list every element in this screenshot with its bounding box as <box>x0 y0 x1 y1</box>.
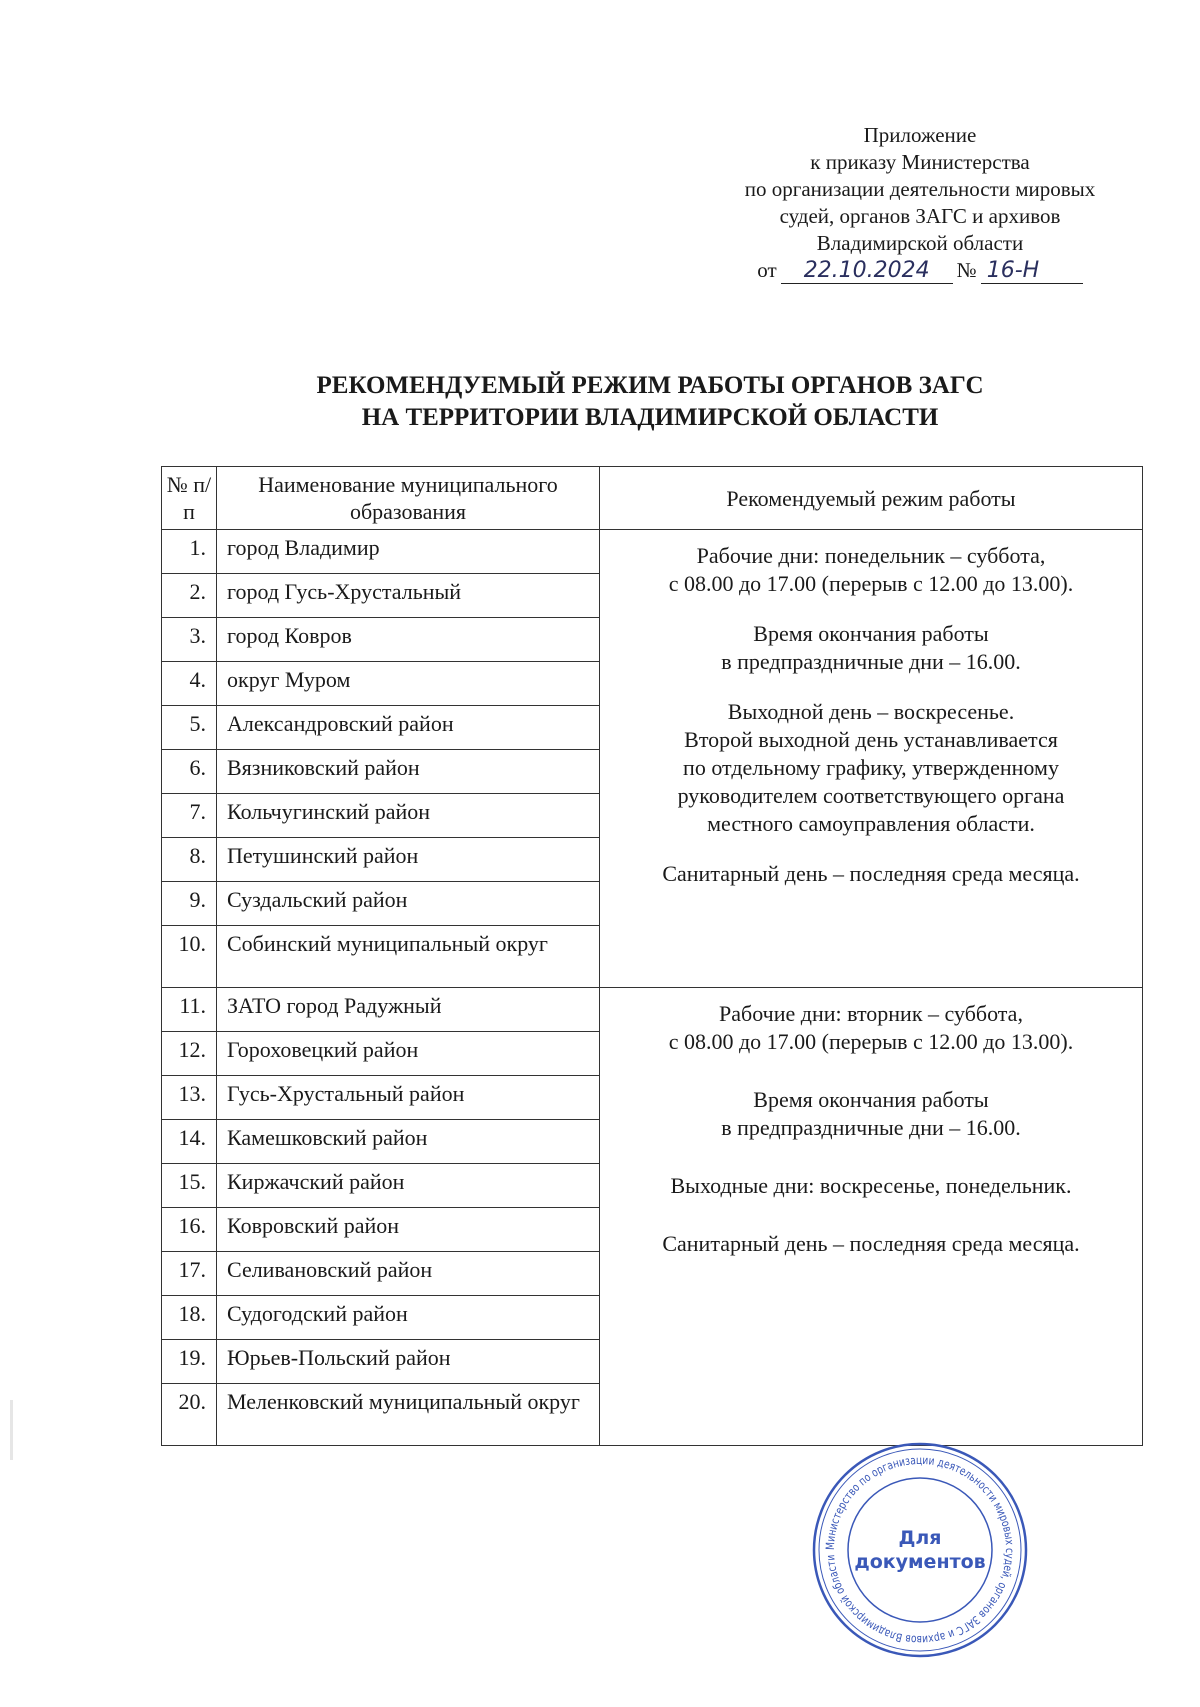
row-num: 10. <box>162 926 217 988</box>
mode-text-group1 <box>600 534 1142 888</box>
row-num: 11. <box>162 988 217 1032</box>
stamp-middle-ring <box>819 1449 1021 1651</box>
row-name: Судогодский район <box>217 1296 600 1340</box>
row-name: Гороховецкий район <box>217 1032 600 1076</box>
appendix-line: судей, органов ЗАГС и архивов <box>779 204 1061 228</box>
mode-paragraph: Рабочие дни: вторник – суббота, с 08.00 до 17.00 (перерыв с 12.00 до 13.00). <box>668 1001 1074 1054</box>
table-header-row <box>162 467 1143 530</box>
appendix-block <box>700 122 1140 284</box>
header-num: № п/п <box>162 467 217 530</box>
row-num: 4. <box>162 662 217 706</box>
stamp-center-line1: Для <box>898 1527 942 1549</box>
row-name: Камешковский район <box>217 1120 600 1164</box>
mode-paragraph: Выходные дни: воскресенье, понедельник. <box>670 1173 1072 1198</box>
scan-margin-mark <box>10 1400 13 1460</box>
row-num: 20. <box>162 1384 217 1446</box>
row-name: город Владимир <box>217 530 600 574</box>
mode-paragraph: Санитарный день – последняя среда месяца. <box>662 861 1080 886</box>
row-num: 3. <box>162 618 217 662</box>
table-row <box>162 530 1143 574</box>
row-num: 5. <box>162 706 217 750</box>
row-name: округ Муром <box>217 662 600 706</box>
row-name: город Гусь-Хрустальный <box>217 574 600 618</box>
appendix-line: Приложение <box>863 123 977 147</box>
official-stamp <box>810 1440 1030 1660</box>
row-num: 8. <box>162 838 217 882</box>
schedule-table <box>161 466 1143 1446</box>
row-num: 19. <box>162 1340 217 1384</box>
mode-text-group2 <box>600 992 1142 1258</box>
row-name: Юрьев-Польский район <box>217 1340 600 1384</box>
row-num: 14. <box>162 1120 217 1164</box>
row-name: город Ковров <box>217 618 600 662</box>
row-num: 2. <box>162 574 217 618</box>
document-title <box>150 370 1150 434</box>
row-name: Петушинский район <box>217 838 600 882</box>
mode-paragraph: Санитарный день – последняя среда месяца. <box>662 1231 1080 1256</box>
mode-cell-group1 <box>600 530 1143 988</box>
date-prefix: от <box>757 258 777 282</box>
row-num: 18. <box>162 1296 217 1340</box>
row-name: Суздальский район <box>217 882 600 926</box>
row-name: Собинский муниципальный округ <box>217 926 600 988</box>
row-name: Селивановский район <box>217 1252 600 1296</box>
number-prefix: № <box>956 258 977 282</box>
table-row <box>162 988 1143 1032</box>
stamp-ring-text <box>823 1453 1017 1647</box>
row-num: 17. <box>162 1252 217 1296</box>
title-line: НА ТЕРРИТОРИИ ВЛАДИМИРСКОЙ ОБЛАСТИ <box>361 404 939 431</box>
row-name: Меленковский муниципальный округ <box>217 1384 600 1446</box>
mode-cell-group2 <box>600 988 1143 1446</box>
stamp-inner-ring <box>848 1478 992 1622</box>
handwritten-number: 16-Н <box>981 259 1083 284</box>
row-num: 16. <box>162 1208 217 1252</box>
row-num: 15. <box>162 1164 217 1208</box>
row-name: Ковровский район <box>217 1208 600 1252</box>
row-name: Вязниковский район <box>217 750 600 794</box>
mode-paragraph: Время окончания работы в предпраздничные дни – 16.00. <box>721 621 1021 674</box>
mode-paragraph: Выходной день – воскресенье. Второй выходной день устанавливается по отдельному графику, утвержденному руководителем соответствующего органа местного самоуправления области. <box>677 699 1065 836</box>
appendix-line: по организации деятельности мировых <box>744 177 1096 201</box>
row-num: 13. <box>162 1076 217 1120</box>
row-name: Кольчугинский район <box>217 794 600 838</box>
row-name: Киржачский район <box>217 1164 600 1208</box>
appendix-line: к приказу Министерства <box>810 150 1030 174</box>
mode-paragraph: Время окончания работы в предпраздничные дни – 16.00. <box>721 1087 1021 1140</box>
header-name: Наименование муниципального образования <box>217 467 600 530</box>
header-mode: Рекомендуемый режим работы <box>600 467 1143 530</box>
row-num: 6. <box>162 750 217 794</box>
row-name: ЗАТО город Радужный <box>217 988 600 1032</box>
stamp-center-line2: документов <box>854 1551 986 1573</box>
handwritten-date: 22.10.2024 <box>781 259 953 284</box>
row-num: 7. <box>162 794 217 838</box>
title-line: РЕКОМЕНДУЕМЫЙ РЕЖИМ РАБОТЫ ОРГАНОВ ЗАГС <box>316 372 984 399</box>
row-num: 9. <box>162 882 217 926</box>
stamp-outer-ring <box>814 1444 1026 1656</box>
stamp-ring-textpath: Министерство по организации деятельности мировых судей, органов ЗАГС и архивов Владимирской области <box>822 1452 1018 1648</box>
appendix-line: Владимирской области <box>816 231 1024 255</box>
appendix-date-line <box>700 257 1140 284</box>
row-name: Гусь-Хрустальный район <box>217 1076 600 1120</box>
mode-paragraph: Рабочие дни: понедельник – суббота, с 08.00 до 17.00 (перерыв с 12.00 до 13.00). <box>668 543 1074 596</box>
row-name: Александровский район <box>217 706 600 750</box>
row-num: 1. <box>162 530 217 574</box>
row-num: 12. <box>162 1032 217 1076</box>
